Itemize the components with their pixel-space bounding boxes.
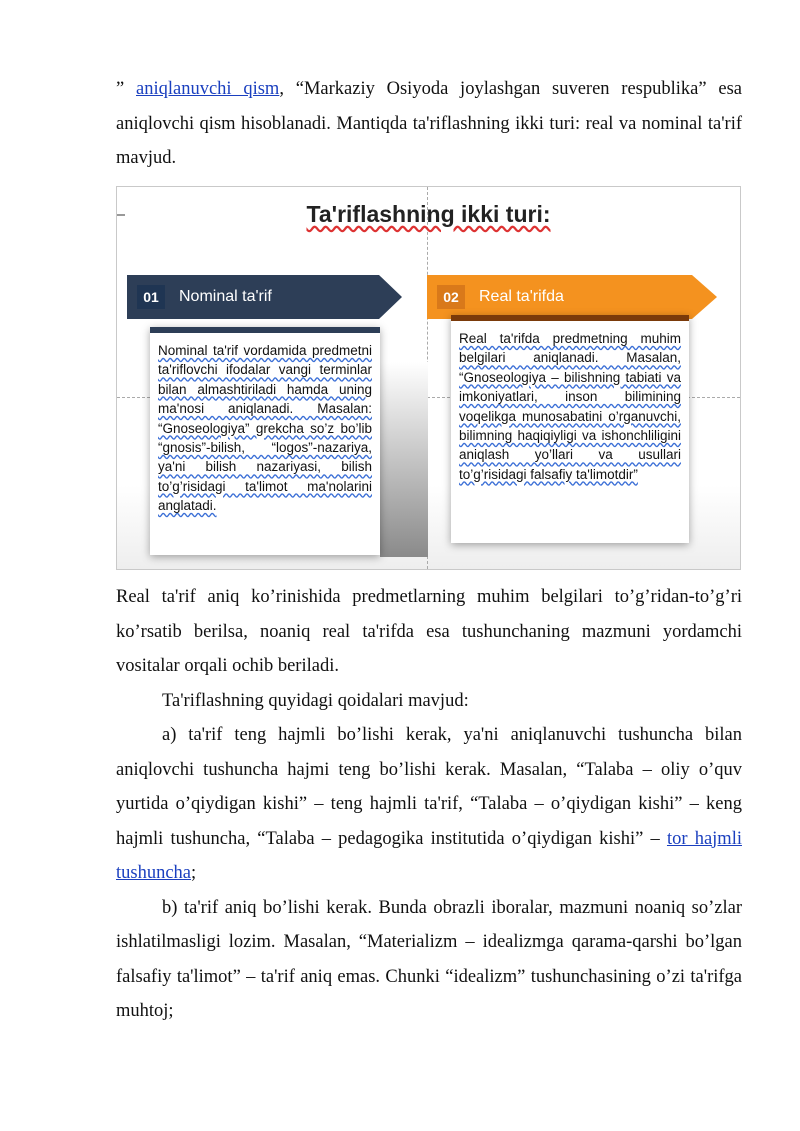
body-text [116, 580, 742, 1029]
figure-title: Ta'riflashning ikki turi: [306, 201, 551, 227]
real-banner-shape [427, 275, 717, 319]
paragraph-rule-b: b) ta'rif aniq bo’lishi kerak. Bunda obrazli iboralar, mazmuni noaniq so’zlar ishlatilmasligi lozim. Masalan, “Materializm – idealizmga qarama-qarshi bo’lgan falsafiy ta'limot” – ta'rif aniq emas. Chunki “idealizm” tushunchasining o’zi ta'rifga muhtoj; [116, 897, 742, 1021]
real-banner [427, 275, 717, 319]
paragraph-real-definition: Real ta'rif aniq ko’rinishida predmetlarning muhim belgilari to’g’ridan-to’g’ri ko’rsatib berilsa, noaniq real ta'rifda esa tushunchaning mazmuni yordamchi vositalar orqali ochib beriladi. [116, 587, 742, 676]
aniqlanuvchi-qism-link[interactable]: aniqlanuvchi qism [136, 79, 280, 99]
real-label: Real ta'rifda [479, 288, 564, 305]
intro-paragraph [116, 72, 742, 176]
real-card [451, 315, 689, 543]
paragraph-rules-intro: Ta'riflashning quyidagi qoidalari mavjud: [162, 690, 469, 711]
real-card-text: Real ta'rifda predmetning muhim belgilari aniqlanadi. Masalan, “Gnoseologiya – bilishning tabiati va imkoniyatlari, inson bilimining voqelikga munosabatini o’rganuvchi, bilimning haqiqiyligi va ishonchliligini aniqlash yo’llari va usullari to’g’risidagi falsafiy ta'limotdir” [459, 331, 681, 482]
real-number: 02 [437, 285, 465, 309]
tor-hajmli-tushuncha-link[interactable]: tor hajmli tushuncha [116, 828, 742, 883]
rule-a-end: ; [191, 863, 197, 883]
rule-a-text: a) ta'rif teng hajmli bo’lishi kerak, ya'ni aniqlanuvchi tushuncha bilan aniqlovchi tushuncha hajmi teng bo’lishi kerak. Masalan, “Talaba – oliy o’quv yurtida o’qiydigan kishi” – teng hajmli ta'rif, “Talaba – o’qiydigan kishi” – keng hajmli tushuncha, “Talaba – pedagogika institutida o’qiydigan kishi” – [116, 725, 742, 849]
nominal-number: 01 [137, 285, 165, 309]
paragraph-rule-a [116, 718, 742, 891]
shadow-gradient [380, 362, 428, 557]
nominal-label: Nominal ta'rif [179, 288, 272, 305]
definition-types-figure [116, 186, 741, 570]
nominal-card-text: Nominal ta'rif vordamida predmetni ta'riflovchi ifodalar vangi terminlar bilan almashtiriladi hamda uning ma'nosi aniqlanadi. Masalan: “Gnoseologiya” grekcha so’z bo’lib “gnosis”-bilish, “logos”-nazariya, ya'ni bilish nazariyasi, bilish to’g’risidagi ta'limot ma'nolarini anglatadi. [158, 343, 372, 514]
nominal-banner [127, 275, 402, 319]
intro-prefix: ” [116, 79, 136, 99]
nominal-card [150, 327, 380, 555]
intro-rest: , “Markaziy Osiyoda joylashgan suveren respublika” esa aniqlovchi qism hisoblanadi. Mantiqda ta'riflashning ikki turi: real va nominal ta'rif mavjud. [116, 79, 742, 168]
